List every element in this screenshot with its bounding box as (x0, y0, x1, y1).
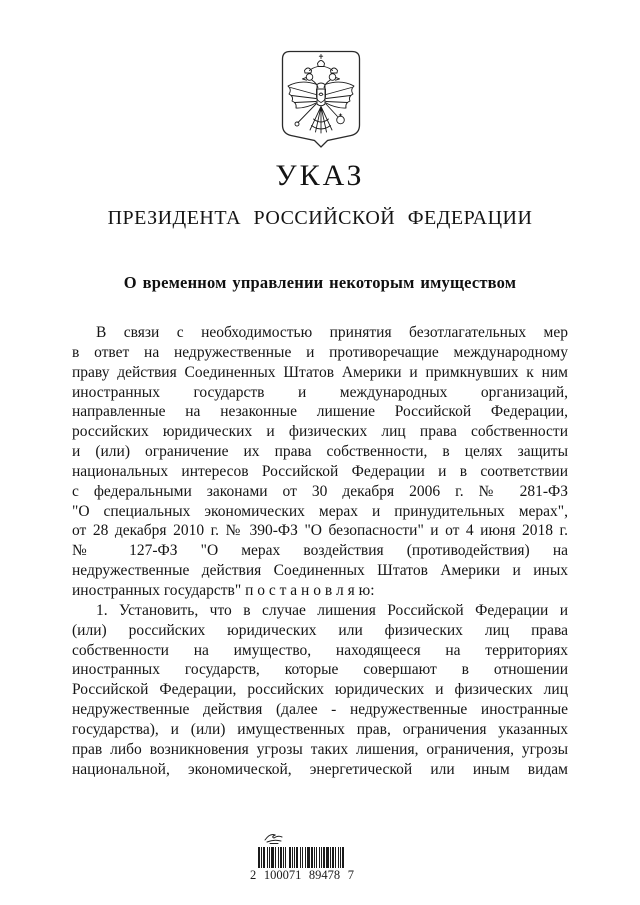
body-line-p1-11: от 28 декабря 2010 г. № 390-ФЗ "О безопасности" и от 4 июня 2018 г. (72, 522, 568, 540)
body-line-p1-14: иностранных государств" п о с т а н о в л я ю: (72, 581, 375, 599)
body-line-p2-5: Российской Федерации, российских юридических и физических лиц (72, 681, 568, 699)
body-line-p2-3: собственности на имущество, находящееся на территориях (72, 641, 568, 659)
body-line-p2-4: иностранных государств, которые совершают в отношении (72, 661, 568, 679)
barcode-bars (258, 847, 346, 868)
barcode-digits (250, 868, 354, 882)
barcode-digit-group-1: 2 (250, 868, 257, 882)
body-line-p1-4: иностранных государств и международных организаций, (72, 383, 568, 401)
body-line-p2-9: национальной, экономической, энергетической или иным видам (72, 760, 568, 778)
control-mark-icon (262, 831, 286, 845)
body-line-p1-6: российских юридических и физических лиц права собственности (72, 423, 568, 441)
body-line-p1-7: и (или) ограничение их права собственности, в целях защиты (72, 443, 568, 461)
barcode-digit-group-3: 89478 (308, 868, 341, 882)
body-line-p1-13: недружественные действия Соединенных Штатов Америки и иных (72, 562, 568, 580)
document-body (72, 323, 568, 779)
body-line-p1-5: направленные на незаконные лишение Российской Федерации, (72, 403, 568, 421)
barcode-block (250, 830, 354, 884)
body-line-p2-1: 1. Установить, что в случае лишения Российской Федерации и (96, 601, 568, 619)
body-line-p1-3: праву действия Соединенных Штатов Америки и примкнувших к ним (72, 363, 568, 381)
body-line-p1-1: В связи с необходимостью принятия безотлагательных мер (96, 324, 568, 341)
body-line-p1-10: "О специальных экономических мерах и принудительных мерах", (72, 502, 568, 520)
document-type-heading: УКАЗ (275, 159, 365, 192)
body-line-p1-2: в ответ на недружественные и противоречащие международному (72, 343, 568, 361)
barcode-digit-group-2: 100071 (263, 868, 302, 882)
body-line-p1-9: с федеральными законами от 30 декабря 2006 г. № 281-ФЗ (72, 482, 568, 500)
body-line-p2-2: (или) российских юридических или физических лиц права (72, 621, 568, 639)
body-line-p2-7: государства), и (или) имущественных прав, ограничения указанных (72, 720, 568, 738)
barcode-digit-group-4: 7 (347, 868, 354, 882)
body-line-p1-8: национальных интересов Российской Федерации и в соответствии (72, 462, 568, 480)
body-line-p1-12: № 127-ФЗ "О мерах воздействия (противодействия) на (72, 542, 568, 560)
body-line-p2-8: прав либо возникновения угрозы таких лишения, ограничения, угрозы (72, 740, 568, 758)
body-line-p2-6: недружественные действия (далее - недружественные иностранные (72, 701, 568, 719)
document-title: О временном управлении некоторым имуществом (123, 273, 517, 292)
document-issuer-heading: ПРЕЗИДЕНТА РОССИЙСКОЙ ФЕДЕРАЦИИ (107, 207, 533, 229)
russian-coat-of-arms-icon (280, 50, 362, 148)
